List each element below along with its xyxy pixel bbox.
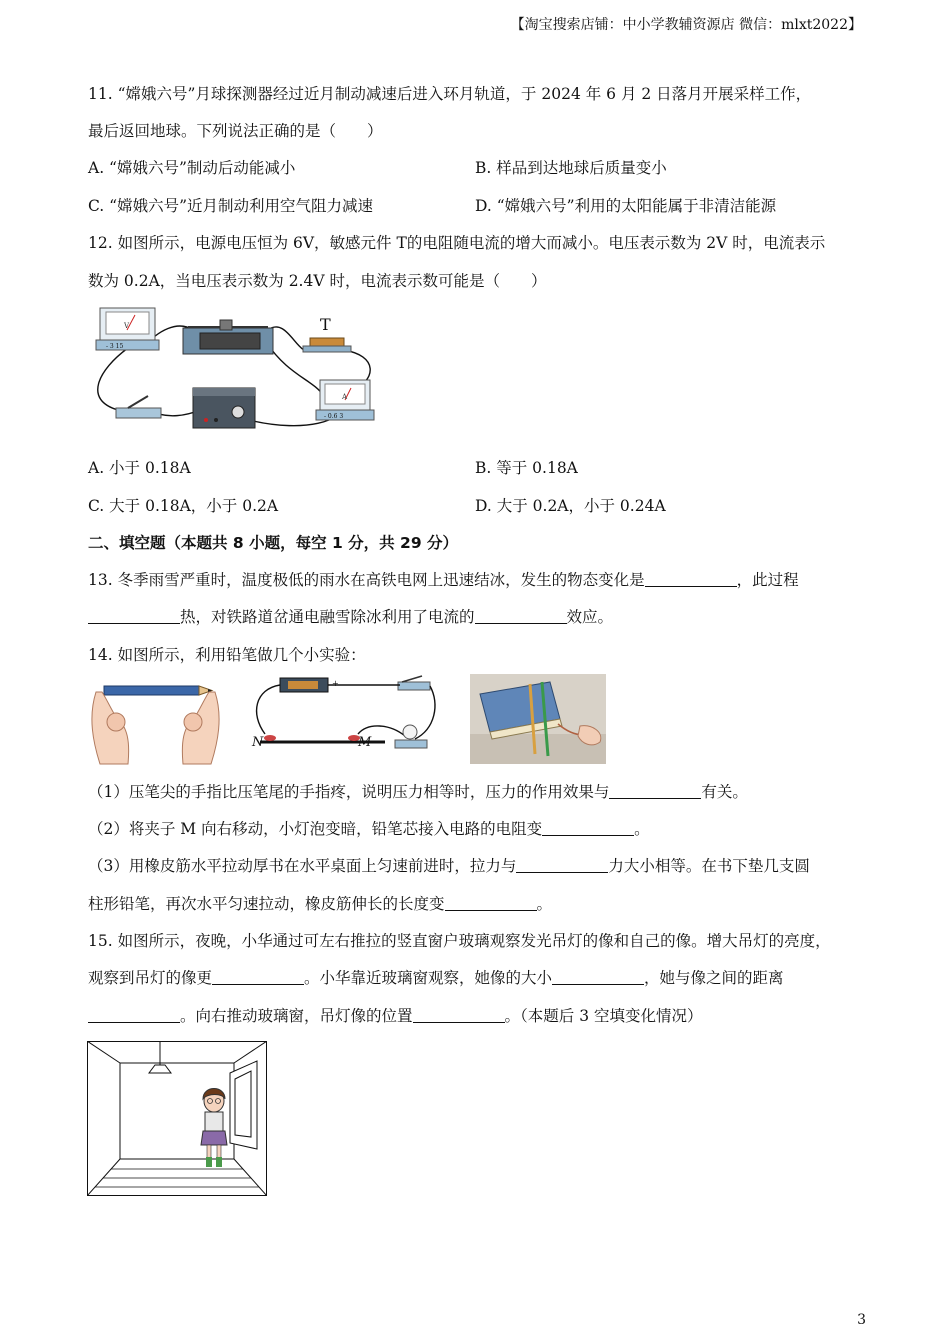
q12-stem-line1: 12. 如图所示，电源电压恒为 6V，敏感元件 T的电阻随电流的增大而减小。电压表示数为 2V 时，电流表示 [88,234,826,252]
q12-option-d: D. 大于 0.2A，小于 0.24A [475,497,666,515]
q14-part2-text-1: （2）将夹子 M 向右移动，小灯泡变暗，铅笔芯接入电路的电阻变 [88,820,543,838]
q13-text-4: 效应。 [566,608,614,626]
sensitive-element-t [303,315,351,352]
q15-stem-line1: 15. 如图所示，夜晚，小华通过可左右推拉的竖直窗户玻璃观察发光吊灯的像和自己的像。增大吊灯的亮度， [88,932,831,950]
q14-blank-3 [516,857,608,874]
q13-line1 [88,568,799,590]
q13-blank-3 [475,608,567,625]
q14-part3-line1 [88,854,810,876]
q15-stem-line3 [88,1004,702,1026]
q15-text-2: 。小华靠近玻璃窗观察，她像的大小 [304,969,553,987]
q14-part2-text-2: 。 [634,820,650,838]
q14-blank-2 [542,820,634,837]
q14-part3-text-1: （3）用橡皮筋水平拉动厚书在水平桌面上匀速前进时，拉力与 [88,857,517,875]
section-title-fill-in: 二、填空题（本题共 8 小题，每空 1 分，共 29 分） [88,534,459,552]
q15-blank-1 [212,969,304,986]
pencil-press-figure [88,672,223,767]
clip-n-label: N [252,735,264,750]
voltmeter-label: V [124,322,130,330]
q12-option-c: C. 大于 0.18A，小于 0.2A [88,497,279,515]
q11-stem-line2: 最后返回地球。下列说法正确的是（ ） [88,122,383,140]
q13-text-1: 13. 冬季雨雪严重时，温度极低的雨水在高铁电网上迅速结冰，发生的物态变化是 [88,571,645,589]
q15-stem-line2 [88,966,784,988]
ammeter [316,380,374,420]
q14-blank-4 [445,895,537,912]
page-header: 【淘宝搜索店铺：中小学教辅资源店 微信：mlxt2022】 [510,17,862,33]
q15-text-3: ，她与像之间的距离 [644,969,784,987]
q14-stem: 14. 如图所示，利用铅笔做几个小实验： [88,646,366,664]
book-pencil-figure [470,674,606,764]
q14-part3-text-2: 力大小相等。在书下垫几支圆 [608,857,810,875]
q15-text-1: 观察到吊灯的像更 [88,969,213,987]
q14-part3-text-4: 。 [536,895,553,913]
element-t-label: T [320,315,331,334]
q15-blank-3 [88,1007,180,1024]
q14-part2 [88,817,650,839]
clip-m-label: M [358,735,372,750]
q13-blank-2 [88,608,180,625]
page-number: 3 [857,1312,866,1328]
q12-option-a: A. 小于 0.18A [88,459,191,477]
q11-option-a: A. “嫦娥六号”制动后动能减小 [88,159,296,177]
q15-blank-4 [413,1007,505,1024]
q13-blank-1 [645,571,737,588]
q11-option-c: C. “嫦娥六号”近月制动利用空气阻力减速 [88,197,374,215]
q13-text-2: ，此过程 [736,571,799,589]
q12-option-b: B. 等于 0.18A [475,459,578,477]
q13-text-3: 热，对铁路道岔通电融雪除冰利用了电流的 [180,608,475,626]
circuit-figure [88,300,378,435]
q15-text-4: 。向右推动玻璃窗，吊灯像的位置 [180,1007,413,1025]
q14-part3-line2 [88,892,552,914]
q14-part1-text-2: 有关。 [701,783,748,801]
room-window-figure [87,1041,267,1196]
q13-line2 [88,605,613,627]
q14-part1 [88,780,748,802]
q11-option-d: D. “嫦娥六号”利用的太阳能属于非清洁能源 [475,197,777,215]
q15-blank-2 [552,969,644,986]
ammeter-scale: - 0.6 3 [324,413,344,420]
voltmeter [96,308,159,350]
q12-stem-line2: 数为 0.2A，当电压表示数为 2.4V 时，电流表示数可能是（ ） [88,272,547,290]
rheostat [183,320,273,354]
voltmeter-scale: - 3 15 [106,343,124,350]
q11-option-b: B. 样品到达地球后质量变小 [475,159,667,177]
q15-text-5: 。（本题后 3 空填变化情况） [504,1007,703,1025]
q14-blank-1 [609,783,701,800]
pencil-circuit-figure [250,674,440,764]
q11-stem-line1: 11. “嫦娥六号”月球探测器经过近月制动减速后进入环月轨道，于 2024 年 6 月 2 日落月开展采样工作， [88,85,812,103]
q14-part1-text-1: （1）压笔尖的手指比压笔尾的手指疼，说明压力相等时，压力的作用效果与 [88,783,610,801]
power-supply [193,388,255,428]
ammeter-label: A [342,393,348,401]
switch [116,396,161,418]
svg-text:+: + [332,679,339,688]
q14-part3-text-3: 柱形铅笔，再次水平匀速拉动，橡皮筋伸长的长度变 [88,895,445,913]
